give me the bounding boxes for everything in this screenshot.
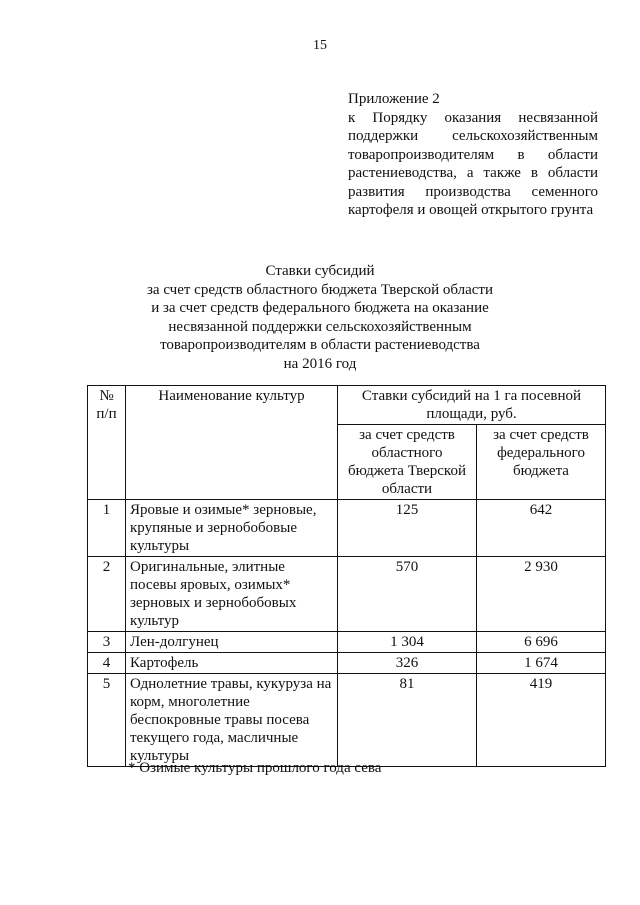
row-number: 5 [88, 674, 126, 767]
row-number: 2 [88, 557, 126, 632]
row-crop: Картофель [126, 653, 338, 674]
row-federal: 642 [477, 500, 606, 557]
row-federal: 2 930 [477, 557, 606, 632]
appendix-block [348, 90, 598, 220]
table-header-row [88, 386, 606, 425]
row-federal: 6 696 [477, 632, 606, 653]
row-crop: Однолетние травы, кукуруза на корм, многолетние беспокровные травы посева текущего года, масличные культуры [126, 674, 338, 767]
row-number: 1 [88, 500, 126, 557]
subsidy-rates-table [87, 385, 606, 767]
row-regional: 1 304 [338, 632, 477, 653]
row-regional: 326 [338, 653, 477, 674]
table-row [88, 500, 606, 557]
row-regional: 570 [338, 557, 477, 632]
header-crop: Наименование культур [126, 386, 338, 500]
header-rates: Ставки субсидий на 1 га посевной площади, руб. [338, 386, 606, 425]
footnote: * Озимые культуры прошлого года сева [128, 760, 382, 776]
title-line: за счет средств областного бюджета Тверской области [146, 281, 493, 298]
row-crop: Яровые и озимые* зерновые, крупяные и зернобобовые культуры [126, 500, 338, 557]
table-row [88, 557, 606, 632]
row-federal: 1 674 [477, 653, 606, 674]
page-number: 15 [313, 38, 327, 53]
table-row [88, 632, 606, 653]
appendix-title: Приложение 2 [348, 91, 440, 107]
header-federal: за счет средств федерального бюджета [477, 425, 606, 500]
table-row [88, 653, 606, 674]
row-federal: 419 [477, 674, 606, 767]
row-number: 3 [88, 632, 126, 653]
title-line: товаропроизводителям в области растениеводства [160, 337, 480, 354]
row-number: 4 [88, 653, 126, 674]
header-number: № п/п [88, 386, 126, 500]
row-regional: 125 [338, 500, 477, 557]
title-line: Ставки субсидий [265, 263, 375, 279]
row-crop: Лен-долгунец [126, 632, 338, 653]
table-row [88, 674, 606, 767]
title-line: и за счет средств федерального бюджета на оказание [151, 300, 489, 317]
row-regional: 81 [338, 674, 477, 767]
document-title [120, 262, 520, 374]
title-line: на 2016 год [283, 355, 357, 372]
title-line: несвязанной поддержки сельскохозяйственным [168, 318, 472, 335]
header-regional: за счет средств областного бюджета Тверской области [338, 425, 477, 500]
row-crop: Оригинальные, элитные посевы яровых, озимых* зерновых и зернобобовых культур [126, 557, 338, 632]
appendix-body: к Порядку оказания несвязанной поддержки сельскохозяйственным товаропроизводителям в области растениеводства, а также в области развития производства семенного картофеля и овощей открытого грунта [348, 109, 598, 218]
